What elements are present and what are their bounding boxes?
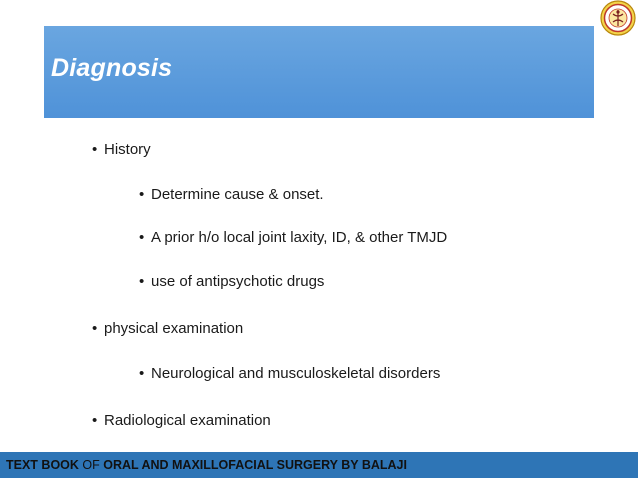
bullet-level1-history: • History [92, 141, 151, 158]
bullet-level1-radiological: • Radiological examination [92, 412, 271, 429]
footer-part3: ORAL AND MAXILLOFACIAL SURGERY BY BALAJI [103, 458, 407, 472]
bullet-level2-neurological: • Neurological and musculoskeletal disorders [139, 365, 441, 382]
bullet-level2-cause: • Determine cause & onset. [139, 186, 324, 203]
footer-part2: OF [82, 458, 104, 472]
footer-part1: TEXT BOOK [6, 458, 83, 472]
bullet-level2-prior: • A prior h/o local joint laxity, ID, & other TMJD [139, 229, 448, 246]
college-emblem-icon [598, 0, 638, 36]
slide-title: Diagnosis [51, 54, 173, 82]
footer-bar [0, 452, 638, 478]
bullet-level1-physical: • physical examination [92, 320, 244, 337]
bullet-level2-antipsychotic: • use of antipsychotic drugs [139, 273, 325, 290]
footer-caption [6, 458, 407, 472]
title-bar [44, 26, 594, 118]
